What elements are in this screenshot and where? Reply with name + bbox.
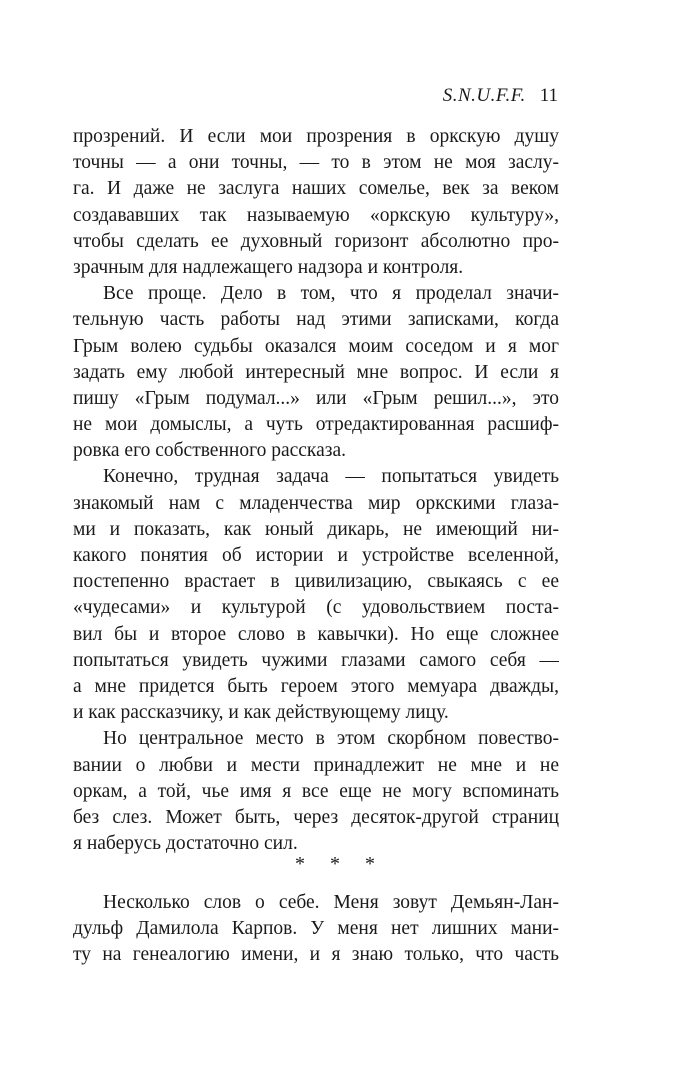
main-text [73, 124, 559, 857]
text-line: оркам, а той, чье имя я все еще не могу вспоминать [73, 780, 559, 802]
text-line: Но центральное место в этом скорбном повество- [103, 728, 559, 750]
paragraph [73, 281, 559, 464]
text-line: ми и показать, как юный дикарь, не имеющий ни- [73, 518, 559, 540]
text-line: чтобы сделать ее духовный горизонт абсолютно про- [73, 230, 559, 252]
text-line: создававших так называемую «оркскую культуру», [73, 204, 559, 226]
text-line: постепенно врастает в цивилизацию, свыкаясь с ее [73, 571, 559, 593]
text-line: пишу «Грым подумал...» или «Грым решил...», это [73, 387, 559, 409]
text-line: тельную часть работы над этими записками, когда [73, 309, 559, 331]
text-line: га. И даже не заслуга наших сомелье, век за веком [73, 178, 559, 200]
text-line: дульф Дамилола Карпов. У меня нет лишних мани- [73, 918, 559, 940]
text-line: какого понятия об истории и устройстве вселенной, [73, 545, 559, 566]
book-title: S.N.U.F.F. [442, 85, 526, 106]
text-line: я наберусь достаточно сил. [73, 833, 298, 855]
text-line: вил бы и второе слово в кавычки). Но еще сложнее [73, 623, 559, 645]
text-line: «чудесами» и культурой (с удовольствием поста- [73, 597, 559, 619]
text-line: знакомый нам с младенчества мир оркскими глаза- [73, 492, 559, 514]
text-line: задать ему любой интересный мне вопрос. И если я [73, 361, 559, 383]
text-line: Все проще. Дело в том, что я проделал значи- [103, 283, 559, 305]
text-line: Несколько слов о себе. Меня зовут Демьян-Лан- [103, 892, 559, 913]
running-header [443, 84, 558, 108]
paragraph [73, 726, 559, 857]
text-line: и как рассказчику, и как действующему лицу. [73, 702, 449, 724]
page-number: 11 [539, 85, 558, 106]
section-separator: * * * [295, 853, 385, 875]
text-line: прозрений. И если мои прозрения в оркскую душу [73, 126, 559, 147]
text-line: вании о любви и мести принадлежит не мне и не [73, 754, 559, 776]
text-line: без слез. Может быть, через десяток-другой страниц [73, 806, 559, 828]
paragraph [73, 890, 559, 969]
text-line: зрачным для надлежащего надзора и контроля. [73, 256, 464, 278]
text-line: а мне придется быть героем этого мемуара дважды, [73, 675, 559, 697]
text-line: ровка его собственного рассказа. [73, 440, 346, 462]
text-line: не мои домыслы, а чуть отредактированная расшиф- [73, 414, 559, 436]
text-line: попытаться увидеть чужими глазами самого себя — [73, 649, 559, 671]
text-line: ту на генеалогию имени, и я знаю только, что часть [73, 944, 559, 966]
tail-text [73, 890, 559, 969]
text-line: Конечно, трудная задача — попытаться увидеть [103, 466, 559, 488]
paragraph [73, 124, 559, 281]
text-line: Грым волею судьбы оказался моим соседом и я мог [73, 335, 559, 357]
text-line: точны — а они точны, — то в этом не моя заслу- [73, 152, 559, 174]
paragraph [73, 464, 559, 726]
